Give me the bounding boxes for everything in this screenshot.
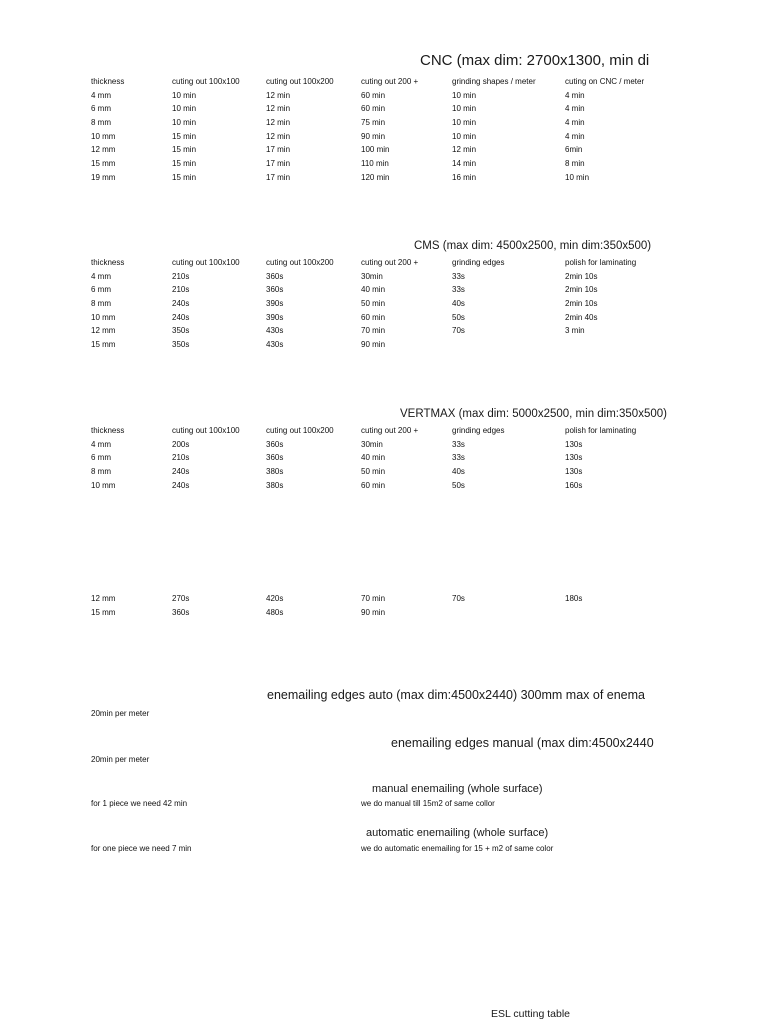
cell-cut-100x100: 210s bbox=[172, 453, 190, 463]
table-row bbox=[0, 297, 700, 311]
cell-cut-100x200: 390s bbox=[266, 299, 284, 309]
cell-cut-200-plus: 50 min bbox=[361, 467, 386, 477]
cell-cut-100x200: 360s bbox=[266, 453, 284, 463]
table-header-row bbox=[0, 424, 700, 438]
table-row bbox=[0, 102, 700, 116]
cell-cut-200-plus: 60 min bbox=[361, 104, 386, 114]
cell-cut-100x200: 380s bbox=[266, 480, 284, 490]
manual-surface-note-right: we do manual till 15m2 of same collor bbox=[361, 799, 495, 808]
cell-thickness: 8 mm bbox=[91, 467, 111, 477]
cell-cut-100x100: 240s bbox=[172, 299, 190, 309]
cell-cut-100x200: 12 min bbox=[266, 131, 291, 141]
manual-edges-title: enemailing edges manual (max dim:4500x2440 bbox=[391, 736, 654, 750]
cnc-title: CNC (max dim: 2700x1300, min di bbox=[420, 52, 650, 69]
cell-col-5: 10 min bbox=[452, 131, 477, 141]
table-row bbox=[0, 283, 700, 297]
cell-col-6: 2min 10s bbox=[565, 299, 598, 309]
header-col-6: cuting on CNC / meter bbox=[565, 77, 645, 86]
cell-cut-100x200: 12 min bbox=[266, 104, 291, 114]
table-row bbox=[0, 438, 700, 452]
cell-cut-100x100: 210s bbox=[172, 285, 190, 295]
cell-col-5: 33s bbox=[452, 271, 465, 281]
cell-thickness: 4 mm bbox=[91, 90, 111, 100]
cell-col-6: 130s bbox=[565, 439, 583, 449]
cell-cut-100x100: 10 min bbox=[172, 118, 197, 128]
vertmax-title: VERTMAX (max dim: 5000x2500, min dim:350x500) bbox=[400, 408, 667, 420]
header-thickness: thickness bbox=[91, 258, 125, 267]
cell-cut-100x100: 15 min bbox=[172, 131, 197, 141]
cell-col-6: 3 min bbox=[565, 326, 585, 336]
auto-edges-title: enemailing edges auto (max dim:4500x2440) 300mm max of enema bbox=[267, 688, 645, 702]
cell-col-6: 2min 40s bbox=[565, 312, 598, 322]
cell-thickness: 15 mm bbox=[91, 607, 116, 617]
esl-cutting-table-label: ESL cutting table bbox=[491, 1008, 570, 1020]
cell-cut-200-plus: 90 min bbox=[361, 340, 386, 350]
cell-cut-200-plus: 100 min bbox=[361, 145, 390, 155]
cell-thickness: 6 mm bbox=[91, 104, 111, 114]
cell-thickness: 15 mm bbox=[91, 340, 116, 350]
table-row bbox=[0, 89, 700, 103]
cell-cut-100x200: 12 min bbox=[266, 118, 291, 128]
table-row bbox=[0, 592, 700, 606]
manual-surface-title: manual enemailing (whole surface) bbox=[372, 783, 543, 795]
cell-col-6: 160s bbox=[565, 480, 583, 490]
cell-cut-200-plus: 90 min bbox=[361, 131, 386, 141]
cell-cut-100x100: 210s bbox=[172, 271, 190, 281]
cell-cut-100x200: 360s bbox=[266, 285, 284, 295]
cell-col-6: 4 min bbox=[565, 131, 585, 141]
cell-cut-100x100: 350s bbox=[172, 340, 190, 350]
cell-cut-200-plus: 40 min bbox=[361, 453, 386, 463]
header-cut-100x100: cuting out 100x100 bbox=[172, 426, 240, 435]
cell-cut-100x200: 390s bbox=[266, 312, 284, 322]
cell-col-5: 50s bbox=[452, 480, 465, 490]
header-col-5: grinding edges bbox=[452, 426, 505, 435]
cell-thickness: 8 mm bbox=[91, 299, 111, 309]
cell-col-5: 33s bbox=[452, 439, 465, 449]
cell-col-6: 130s bbox=[565, 467, 583, 477]
table-row bbox=[0, 606, 700, 620]
cell-col-5: 33s bbox=[452, 453, 465, 463]
cell-cut-100x200: 17 min bbox=[266, 172, 291, 182]
header-cut-200-plus: cuting out 200 + bbox=[361, 426, 419, 435]
cell-col-5: 50s bbox=[452, 312, 465, 322]
cell-cut-200-plus: 70 min bbox=[361, 326, 386, 336]
cell-cut-100x100: 240s bbox=[172, 480, 190, 490]
header-thickness: thickness bbox=[91, 77, 125, 86]
manual-surface-note-left: for 1 piece we need 42 min bbox=[91, 799, 188, 808]
cell-thickness: 4 mm bbox=[91, 439, 111, 449]
cell-col-5: 12 min bbox=[452, 145, 477, 155]
vertmax-table bbox=[0, 424, 700, 492]
cell-col-6: 10 min bbox=[565, 172, 590, 182]
table-row bbox=[0, 130, 700, 144]
cell-cut-200-plus: 90 min bbox=[361, 607, 386, 617]
table-row bbox=[0, 465, 700, 479]
cell-cut-100x100: 15 min bbox=[172, 172, 197, 182]
header-col-6: polish for laminating bbox=[565, 426, 637, 435]
cell-thickness: 19 mm bbox=[91, 172, 116, 182]
cell-cut-200-plus: 60 min bbox=[361, 312, 386, 322]
cell-cut-100x200: 430s bbox=[266, 340, 284, 350]
header-cut-200-plus: cuting out 200 + bbox=[361, 258, 419, 267]
cell-thickness: 8 mm bbox=[91, 118, 111, 128]
cell-col-5: 70s bbox=[452, 594, 465, 603]
cell-col-6: 2min 10s bbox=[565, 285, 598, 295]
cell-cut-200-plus: 120 min bbox=[361, 172, 390, 182]
cell-col-5: 10 min bbox=[452, 118, 477, 128]
cell-cut-100x100: 15 min bbox=[172, 159, 197, 169]
header-cut-100x100: cuting out 100x100 bbox=[172, 77, 240, 86]
auto-surface-note-left: for one piece we need 7 min bbox=[91, 844, 192, 853]
header-cut-100x200: cuting out 100x200 bbox=[266, 258, 334, 267]
cell-cut-200-plus: 70 min bbox=[361, 594, 386, 603]
header-thickness: thickness bbox=[91, 426, 125, 435]
cell-cut-100x100: 15 min bbox=[172, 145, 197, 155]
cell-cut-100x100: 240s bbox=[172, 467, 190, 477]
cell-cut-200-plus: 50 min bbox=[361, 299, 386, 309]
cell-cut-100x100: 270s bbox=[172, 594, 190, 603]
cell-cut-100x100: 200s bbox=[172, 439, 190, 449]
auto-surface-title: automatic enemailing (whole surface) bbox=[366, 827, 549, 839]
cell-cut-100x200: 360s bbox=[266, 271, 284, 281]
cell-cut-200-plus: 40 min bbox=[361, 285, 386, 295]
cell-cut-100x200: 420s bbox=[266, 594, 284, 603]
cell-col-5: 70s bbox=[452, 326, 465, 336]
cell-cut-200-plus: 60 min bbox=[361, 90, 386, 100]
cell-thickness: 4 mm bbox=[91, 271, 111, 281]
auto-edges-note: 20min per meter bbox=[91, 709, 150, 718]
table-row bbox=[0, 171, 700, 185]
cell-col-5: 40s bbox=[452, 467, 465, 477]
cell-cut-100x200: 12 min bbox=[266, 90, 291, 100]
header-col-5: grinding shapes / meter bbox=[452, 77, 536, 86]
cnc-table bbox=[0, 75, 700, 185]
cell-col-5: 16 min bbox=[452, 172, 477, 182]
cell-cut-100x100: 360s bbox=[172, 607, 190, 617]
cell-thickness: 15 mm bbox=[91, 159, 116, 169]
vertmax-table-lower bbox=[0, 592, 700, 619]
cell-col-6: 4 min bbox=[565, 118, 585, 128]
cell-col-6: 2min 10s bbox=[565, 271, 598, 281]
cell-col-5: 40s bbox=[452, 299, 465, 309]
cell-cut-100x200: 17 min bbox=[266, 145, 291, 155]
manual-edges-note: 20min per meter bbox=[91, 755, 150, 764]
cell-cut-100x100: 10 min bbox=[172, 90, 197, 100]
table-row bbox=[0, 479, 700, 493]
cell-col-6: 180s bbox=[565, 594, 583, 603]
cell-col-6: 4 min bbox=[565, 104, 585, 114]
cell-col-6: 130s bbox=[565, 453, 583, 463]
cell-cut-100x200: 380s bbox=[266, 467, 284, 477]
table-header-row bbox=[0, 75, 700, 89]
table-row bbox=[0, 157, 700, 171]
cell-cut-100x100: 240s bbox=[172, 312, 190, 322]
table-header-row bbox=[0, 256, 700, 270]
cell-col-5: 10 min bbox=[452, 104, 477, 114]
header-col-5: grinding edges bbox=[452, 258, 505, 267]
table-row bbox=[0, 143, 700, 157]
cell-cut-200-plus: 75 min bbox=[361, 118, 386, 128]
cell-thickness: 12 mm bbox=[91, 145, 116, 155]
table-row bbox=[0, 116, 700, 130]
header-cut-100x200: cuting out 100x200 bbox=[266, 77, 334, 86]
cms-title: CMS (max dim: 4500x2500, min dim:350x500) bbox=[414, 240, 652, 252]
header-cut-200-plus: cuting out 200 + bbox=[361, 77, 419, 86]
cell-thickness: 12 mm bbox=[91, 594, 116, 603]
table-row bbox=[0, 451, 700, 465]
cell-cut-100x100: 10 min bbox=[172, 104, 197, 114]
table-row bbox=[0, 270, 700, 284]
cell-cut-100x200: 430s bbox=[266, 326, 284, 336]
header-cut-100x100: cuting out 100x100 bbox=[172, 258, 240, 267]
cell-cut-200-plus: 30min bbox=[361, 439, 383, 449]
cell-col-5: 10 min bbox=[452, 90, 477, 100]
cell-thickness: 10 mm bbox=[91, 312, 116, 322]
table-row bbox=[0, 338, 700, 352]
cell-col-6: 8 min bbox=[565, 159, 585, 169]
auto-surface-note-right: we do automatic enemailing for 15 + m2 of same color bbox=[361, 844, 554, 853]
cell-thickness: 10 mm bbox=[91, 480, 116, 490]
table-row bbox=[0, 311, 700, 325]
header-cut-100x200: cuting out 100x200 bbox=[266, 426, 334, 435]
cell-thickness: 6 mm bbox=[91, 453, 111, 463]
cms-table bbox=[0, 256, 700, 352]
header-col-6: polish for laminating bbox=[565, 258, 637, 267]
cell-cut-100x100: 350s bbox=[172, 326, 190, 336]
cell-col-6: 6min bbox=[565, 145, 583, 155]
cell-cut-200-plus: 60 min bbox=[361, 480, 386, 490]
cell-thickness: 6 mm bbox=[91, 285, 111, 295]
cell-thickness: 10 mm bbox=[91, 131, 116, 141]
cell-col-5: 14 min bbox=[452, 159, 477, 169]
cell-cut-100x200: 480s bbox=[266, 607, 284, 617]
cell-thickness: 12 mm bbox=[91, 326, 116, 336]
cell-col-6: 4 min bbox=[565, 90, 585, 100]
cell-col-5: 33s bbox=[452, 285, 465, 295]
cell-cut-200-plus: 110 min bbox=[361, 159, 389, 169]
table-row bbox=[0, 324, 700, 338]
cell-cut-200-plus: 30min bbox=[361, 271, 383, 281]
cell-cut-100x200: 17 min bbox=[266, 159, 291, 169]
cell-cut-100x200: 360s bbox=[266, 439, 284, 449]
